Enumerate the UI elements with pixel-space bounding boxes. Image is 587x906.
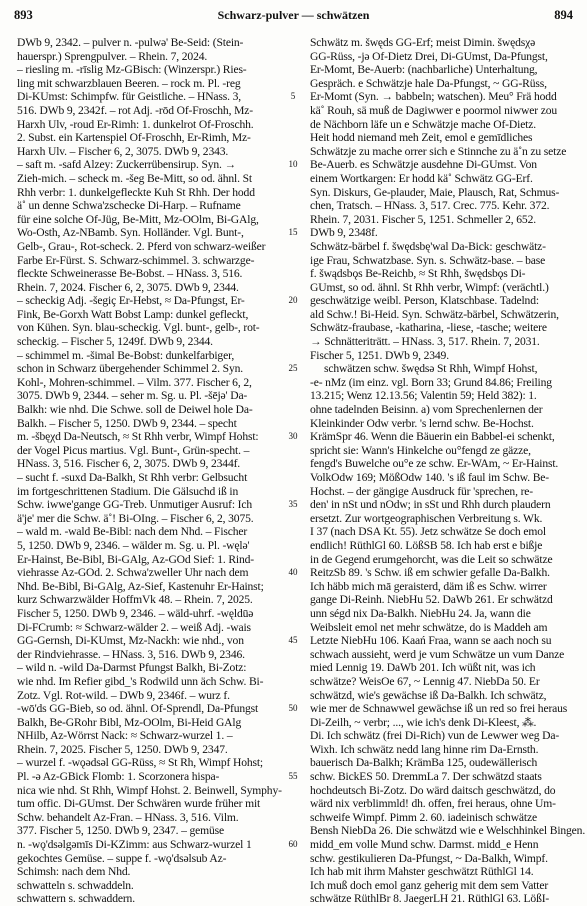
text-line: – schimmel m. -šimal Be-Bobst: dunkelfarbiger, [17, 348, 235, 362]
text-line: Kleinkinder Odw verbr. 's lernd schw. Be-Hochst. [310, 416, 534, 430]
text-line: – riesling m. -rīslig Mz-GBisch: (Winzerspr.) Ries- [17, 63, 247, 77]
text-line: Bensh NiebDa 26. Die schwätzd wie e Welschhinkel Bingen. [310, 824, 586, 838]
text-line: bauerisch Da-Balkh; KrämBa 125, oudewällerisch [310, 756, 538, 770]
text-line: 2. Subst. ein Kartenspiel Of-Froschh, Er-Rimh, Mz- [17, 131, 251, 145]
text-line: Ich hab mit ihrm Mahster geschwätzt RüthlGl 14. [310, 865, 534, 879]
text-line: der Vogel Picus martius. Vgl. Bunt-, Grün-specht. – [17, 443, 250, 457]
text-line: fengd's Buwelche ou°e ze schw. Er-WAm, ~ Er-Hainst. [310, 457, 559, 471]
text-line: Wo-Osth, Az-NBamb. Syn. Holländer. Vgl. Bunt-, [17, 226, 244, 240]
text-line: 5, 1250. DWb 9, 2346. – wälder m. Sg. u. Pl. -węlə' [17, 538, 250, 552]
text-line: Fink, Be-Gorxh Watt Bobst Lamp: dunkel gefleckt, [17, 307, 249, 321]
text-line: Zotz. Vgl. Rot-wild. – DWb 9, 2346f. – wurz f. [17, 688, 230, 702]
text-line: Di. Ich schwätz (frei Di-Rich) vun de Lewwer weg Da- [310, 729, 560, 743]
text-line: Heit hodd niemand meh Zeit, emol e gemīdliches [310, 131, 533, 145]
text-line: n. -wǫ'dsəlgəmīs Di-KZimm: aus Schwarz-wurzel 1 [17, 838, 252, 852]
text-line: NHilb, Az-Wörrst Nack: ≈ Schwarz-wurzel 1. – [17, 729, 233, 743]
text-line: Er-Momt, Be-Auerb: (nachbarliche) Unterhaltung, [310, 63, 538, 77]
text-line: schon in Schwarz übergehender Schimmel 2. Syn. [17, 362, 243, 376]
text-line: 516. DWb 9, 2342f. – rot Adj. -rōd Of-Froschh, Mz- [17, 103, 253, 117]
running-header [0, 8, 587, 26]
text-line: Fischer 5, 1251. DWb 9, 2349. [310, 348, 449, 362]
text-line: schwatteln s. schwaddeln. [17, 878, 134, 892]
text-line: Schwätzje zu mache orrer sich e Stinnche zu ä˚n zu setze [310, 144, 567, 158]
line-number: 10 [288, 159, 298, 170]
text-line: fleckte Schweinerasse Be-Bobst. – HNass. 3, 516. [17, 267, 243, 281]
text-line: Er-Momt (Syn. → babbeln; watschen). Meu° Frä hodd [310, 90, 557, 104]
text-line: in de Gegend erumgehorcht, was die Leit so schwätze [310, 552, 553, 566]
running-head-title: Schwarz-pulver — schwätzen [217, 8, 370, 22]
text-line: – saft m. -safd Alzey: Zuckerrübensirup. Syn. → [17, 158, 236, 172]
text-line: Rhein. 7, 2031. Fischer 5, 1251. Schmeller 2, 652. [310, 212, 536, 226]
text-line: Syn. Diskurs, Ge-plauder, Maie, Plausch, Rat, Schmus- [310, 185, 560, 199]
text-line: ä˚ un denne Schwa'zschecke Di-Harp. – Rufname [17, 199, 241, 213]
text-line: schwätzd, wie's gewächse iß Da-Balkh. Ich schwätz, [310, 688, 547, 702]
text-line: Schw. iwwe'gange GG-Treb. Unmutiger Ausruf: Ich [17, 498, 253, 512]
text-line: Letzte NiebHu 106. Kaań Fraa, wann se aach noch su [310, 634, 552, 648]
line-number: 20 [288, 295, 298, 306]
line-number: 15 [288, 227, 298, 238]
text-line: 13.215; Wenz 12.13.56; Valentin 59; Held 382): 1. [310, 389, 537, 403]
text-line: Weibsleit emol net mehr schwätze, do is Maddeh am [310, 620, 548, 634]
text-line: 377. Fischer 5, 1250. DWb 9, 2347. – gemüse [17, 824, 225, 838]
text-line: Di-Zeilh, ~ verbr; ..., wie ich's denk Di-Kleest, ⁂. [310, 715, 537, 729]
text-line: DWb 9, 2342. – pulver n. -pulwə' Be-Seid: (Stein- [17, 36, 244, 49]
text-line: Harxh Ulv, -roud Er-Rimh: 1. dunkelrot Of-Froschh. [17, 117, 254, 131]
text-line: GUmst, so od. ähnl. St Rhh verbr, Wimpf: (verächtl.) [310, 280, 549, 294]
text-line: unn ségd nix Da-Balkh. NiebHu 24. Ja, wann die [310, 606, 531, 620]
page-number-left: 893 [14, 8, 33, 22]
text-line: 3075. DWb 9, 2344. – seher m. Sg. u. Pl. -šējə' Da- [17, 389, 248, 403]
text-line: für eine solche Of-Jüg, Be-Mitt, Mz-OOlm, Bi-GAlg, [17, 212, 259, 226]
text-line: Rhh verbr: 1. dunkelgefleckte Kuh St Rhh. Der hodd [17, 185, 255, 199]
page-number-right: 894 [554, 8, 573, 22]
text-line: nica wie nhd. St Rhh, Wimpf Hohst. 2. Beinwell, Symphy- [17, 783, 282, 797]
line-number: 55 [288, 771, 298, 782]
text-line: KrämSpr 46. Wenn die Bäuerin ein Babbel-ei schenkt, [310, 430, 555, 444]
text-line: wärd nix verblimmld! dh. offen, frei heraus, ohne Um- [310, 797, 556, 811]
text-line: – scheckig Adj. -šegiç Er-Hebst, ≈ Da-Pfungst, Er- [17, 294, 245, 308]
text-line: im fortgeschrittenen Stadium. Die Gälsuchd iß in [17, 484, 239, 498]
text-line: HNass. 3, 516. Fischer 6, 2, 3075. DWb 9, 2344f. [17, 457, 241, 471]
text-line: Zieh-mich. – scheck m. -šeg Be-Mitt, so od. ähnl. St [17, 171, 252, 185]
text-line: einem Wortkargen: Er hodd kä˚ Schwätz GG-Erf. [310, 171, 533, 185]
text-line: tum offic. Di-GUmst. Der Schwären wurde früher mit [17, 797, 261, 811]
text-line: chen, Tratsch. – HNass. 3, 517. Crec. 775. Kehr. 372. [310, 199, 550, 213]
text-line: Harxh Ulv. – Fischer 6, 2, 3075. DWb 9, 2343. [17, 144, 229, 158]
text-line: Balkh, Be-GRohr Bibl, Mz-OOlm, Bi-Heid GAlg [17, 715, 242, 729]
text-line: Di-FCrumb: ≈ Schwarz-wälder 2. – weiß Adj. -wais [17, 620, 251, 634]
text-line: m. -šbęχd Da-Neutsch, ≈ St Rhh verbr, Wimpf Hohst: [17, 430, 259, 444]
text-line: hauerspr.) Sprengpulver. – Rhein. 7, 2024. [17, 49, 208, 63]
text-line: → Schnätteriträtt. – HNass. 3, 517. Rhein. 7, 2031. [310, 335, 540, 349]
line-number: 35 [288, 499, 298, 510]
text-line: GG-Gernsh, Di-KUmst, Mz-Nackh: wie nhd., von [17, 634, 244, 648]
text-line: viehrasse Az-GOd. 2. Schwa'zweller Uhr nach dem [17, 566, 249, 580]
left-column [17, 36, 282, 906]
line-number: 60 [288, 839, 298, 850]
text-line: kurz Schwarzwälder HoffmVk 48. – Rhein. 7, 2025. [17, 593, 253, 607]
text-line: ReitzSb 89. 's Schw. iß em schwier gefalle Da-Balkh. [310, 566, 550, 580]
text-line: Ich muß doch emol ganz geherig mit dem sem Vatter [310, 878, 549, 892]
text-line: Schwätz-fraubase, -katharina, -liese, -tasche; weitere [310, 321, 547, 335]
text-line: geschwätzige weibl. Person, Klatschbase. Tadelnd: [310, 294, 539, 308]
text-line: Rhein. 7, 2025. Fischer 5, 1250. DWb 9, 2347. [17, 742, 228, 756]
text-line: Schwätz-bärbel f. šwędsbę'wal Da-Bick: geschwätz- [310, 239, 546, 253]
line-number: 40 [288, 567, 298, 578]
text-line: Hochst. – der gängige Ausdruck für 'sprechen, re- [310, 484, 533, 498]
text-line: Balkh: wie nhd. Die Schwe. soll de Deiwel hole Da- [17, 403, 253, 417]
text-line: schwätzen schw. šwędsə St Rhh, Wimpf Hohst, [324, 362, 538, 376]
text-line: wie mer de Schnawwel gewächse iß un red so frei heraus [310, 702, 568, 716]
text-line: kä˚ Rouh, sä muß de Dagiwwer e poormol niwwer zou [310, 103, 558, 117]
text-line: ling mit schwarzblauen Beeren. – rock m. Pl. -reg [17, 76, 241, 90]
text-line: Be-Auerb. es Schwätzje ausdehne Di-GUmst. Von [310, 158, 537, 172]
text-line: endlich! RüthlGl 60. LößSB 58. Ich hab erst e bißje [310, 538, 543, 552]
text-line: – sucht f. -suxd Da-Balkh, St Rhh verbr: Gelbsucht [17, 471, 248, 484]
text-line: Di-KUmst: Schimpfw. für Geistliche. – HNass. 3, [17, 90, 242, 104]
text-line: Schw. behandelt Az-Fran. – HNass. 3, 516. Vilm. [17, 810, 239, 824]
text-line: de Nächborn läfe un e Schwätzje mache Of-Dietz. [310, 117, 537, 131]
line-number: 45 [288, 635, 298, 646]
text-line: midd_em volle Mund schw. Darmst. midd_e Henn [310, 838, 539, 852]
text-line: schwattern s. schwaddern. [17, 892, 135, 906]
line-number: 5 [290, 91, 296, 102]
text-line: von Kühen. Syn. blau-scheckig. Vgl. bunt-, gelb-, rot- [17, 321, 260, 335]
text-line: – wald m. -wald Be-Bibl: nach dem Nhd. – Fischer [17, 525, 248, 539]
text-line: Wixh. Ich schwätz nedd lang hinne rim Da-Ernsth. [310, 742, 539, 756]
text-line: der Rindviehrasse. – HNass. 3, 516. DWb 9, 2346. [17, 647, 245, 661]
text-line: gekochtes Gemüse. – suppe f. -wǫ'dsəlsub Az- [17, 851, 227, 865]
text-line: ald Schw.! Bi-Heid. Syn. Schwätz-bärbel, Schwätzerin, [310, 307, 559, 321]
right-column [310, 36, 586, 906]
text-line: schw. gestikulieren Da-Pfungst, ~ Da-Balkh, Wimpf. [310, 851, 548, 865]
text-line: Nhd. Be-Bibl, Bi-GAlg, Az-Sief, Kastenuhr Er-Hainst; [17, 579, 264, 593]
text-line: Farbe Er-Fürst. S. Schwarz-schimmel. 3. schwarzge- [17, 253, 255, 267]
text-line: Gespräch. e Schwätzje hale Da-Pfungst, ~ GG-Rüss, [310, 76, 547, 90]
text-line: Ich häbb mich mā geraisterd, däm iß es Schw. wirrer [310, 579, 547, 593]
text-line: ohne tadelnden Beisinn. a) vom Sprechenlernen der [310, 403, 543, 417]
text-line: schwach aussieht, werd je vum Schwätze un vum Danze [310, 647, 565, 661]
text-line: ersetzt. Zur wortgeographischen Verbreitung s. Wk. [310, 511, 543, 525]
text-line: Rhein. 7, 2024. Fischer 6, 2, 3075. DWb 9, 2344. [17, 280, 239, 294]
text-line: Pl. -ə Az-GBick Flomb: 1. Scorzonera hispa- [17, 770, 220, 784]
text-line: Schwätz m. šwęds GG-Erf; meist Dimin. šwędsχə [310, 36, 536, 49]
text-line: Er-Hainst, Be-Bibl, Bi-GAlg, Az-GOd Sief: 1. Rind- [17, 552, 254, 566]
text-line: GG-Rüss, -jə Of-Dietz Drei, Di-GUmst, Da-Pfungst, [310, 49, 548, 63]
text-line: DWb 9, 2348f. [310, 226, 378, 240]
text-line: Fischer 5, 1250. DWb 9, 2346. – wäld-uhrf. -węldūə [17, 606, 254, 620]
line-number: 25 [288, 363, 298, 374]
text-line: -wō'ds GG-Bieb, so od. ähnl. Of-Sprendl, Da-Pfungst [17, 702, 259, 716]
text-line: I 37 (nach DSA Kt. 55). Jetz schwätze Se doch emol [310, 525, 546, 539]
text-line: ige Frau, Schwatzbase. Syn. s. Schwätz-base. – base [310, 253, 546, 267]
text-line: -e- nMz (im einz. vgl. Born 33; Grund 84.86; Freiling [310, 375, 552, 389]
text-line: Kohl-, Mohren-schimmel. – Vilm. 377. Fischer 6, 2, [17, 375, 252, 389]
text-line: Balkh. – Fischer 5, 1250. DWb 9, 2344. – specht [17, 416, 237, 430]
text-line: schw. BickES 50. DremmLa 7. Der schwätzd staats [310, 770, 542, 784]
text-line: gange Di-Reinh. NiebHu 52. DaWb 261. Er schwätzd [310, 593, 553, 607]
text-line: den' in nSt und nOdw; in sSt und Rhh durch plaudern [310, 498, 551, 512]
text-line: f. šwądsbǫs Be-Reichb, ≈ St Rhh, šwędsbǫs Di- [310, 267, 526, 281]
text-line: mied Lennig 19. DaWb 201. Ich wüßt nit, was ich [310, 661, 536, 675]
text-line: Schimsh: nach dem Nhd. [17, 865, 131, 879]
text-line: wie nhd. Im Refier gibd_'s Rodwild unn äch Schw. Bi- [17, 674, 264, 688]
text-line: schwätze? WeisOe 67, ~ Lennig 47. NiebDa 50. Er [310, 674, 540, 688]
line-number: 30 [288, 431, 298, 442]
text-line: Gelb-, Grau-, Rot-scheck. 2. Pferd von schwarz-weißer [17, 239, 266, 253]
line-number: 50 [288, 703, 298, 714]
line-number-gutter [285, 36, 301, 850]
text-line: hochdeutsch Bi-Zotz. Do wärd daitsch geschwätzd, do [310, 783, 556, 797]
text-line: spricht sie: Wann's Hinkelche ou°fengd ze gäzze, [310, 443, 531, 457]
text-line: schwätze RüthlBr 8. JaegerLH 21. RüthlGl 63. LößI- [310, 892, 550, 906]
text-line: schweife Wimpf. Pimm 2. 60. iadeinisch schwätze [310, 810, 537, 824]
text-line: – wild n. -wild Da-Darmst Pfungst Balkh, Bi-Zotz: [17, 661, 247, 675]
text-line: – wurzel f. -wǫədsəl GG-Rüss, ≈ St Rh, Wimpf Hohst; [17, 756, 263, 770]
text-line: scheckig. – Fischer 5, 1249f. DWb 9, 2344. [17, 335, 213, 349]
text-line: VolkOdw 169; MößOdw 140. 's iß faul im Schw. Be- [310, 471, 549, 484]
text-line: ä'je' mer die Schw. ä˚! Bi-OIng. – Fischer 6, 2, 3075. [17, 511, 254, 525]
